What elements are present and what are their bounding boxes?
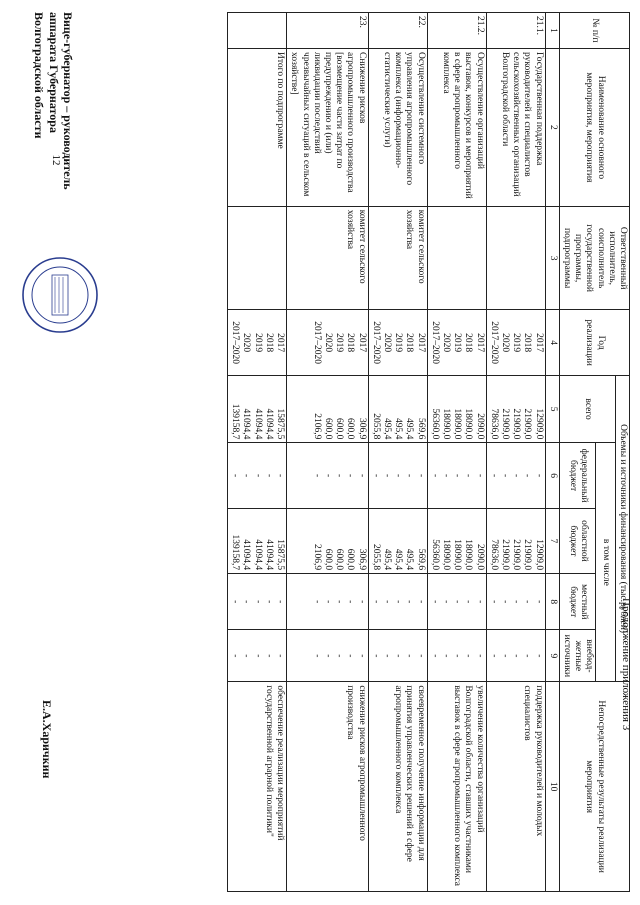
idx-4: 4 bbox=[545, 310, 559, 375]
row-federal: - - - - - bbox=[427, 443, 486, 508]
row-result: своевременное получение информации для принятия управленческих решений в сфере агропромышленного комплекса bbox=[368, 682, 427, 892]
row-local: - - - - - bbox=[486, 574, 545, 630]
row-extra: - - - - - bbox=[368, 630, 427, 682]
idx-2: 2 bbox=[545, 49, 559, 207]
table-row bbox=[287, 13, 368, 892]
idx-9: 9 bbox=[545, 630, 559, 682]
official-stamp bbox=[20, 255, 100, 335]
row-years: 2017 2018 2019 2020 2017–2020 bbox=[287, 310, 368, 375]
row-extra: - - - - - bbox=[427, 630, 486, 682]
row-num: 23. bbox=[287, 13, 368, 49]
row-total: 12909,0 21909,0 21909,0 21909,0 78636,0 bbox=[486, 375, 545, 443]
idx-7: 7 bbox=[545, 508, 559, 573]
row-years: 2017 2018 2019 2020 2017–2020 bbox=[368, 310, 427, 375]
signatory-name: Е.А.Харичкин bbox=[40, 700, 54, 779]
row-num: 21.1. bbox=[486, 13, 545, 49]
idx-5: 5 bbox=[545, 375, 559, 443]
idx-3: 3 bbox=[545, 206, 559, 310]
idx-6: 6 bbox=[545, 443, 559, 508]
row-years: 2017 2018 2019 2020 2017–2020 bbox=[228, 310, 287, 375]
table-row bbox=[368, 13, 427, 892]
row-extra: - - - - - bbox=[486, 630, 545, 682]
row-responsible bbox=[486, 206, 545, 310]
idx-8: 8 bbox=[545, 574, 559, 630]
row-federal: - - - - - bbox=[486, 443, 545, 508]
continuation-label: Продолжение приложения 3 bbox=[620, 598, 632, 731]
header-year: Год реализации bbox=[559, 310, 629, 375]
table-row bbox=[427, 13, 486, 892]
header-name: Наименование основного мероприятия, мероприятия bbox=[559, 49, 629, 207]
row-regional: 15875,5 41094,4 41094,4 41094,4 139158,7 bbox=[228, 508, 287, 573]
row-total: 569,6 495,4 495,4 495,4 2055,8 bbox=[368, 375, 427, 443]
idx-1: 1 bbox=[545, 13, 559, 49]
row-federal: - - - - - bbox=[368, 443, 427, 508]
row-result: увеличение количества организаций Волгоградской области, ставших участниками выставок в сфере агропромышленного комплекса bbox=[427, 682, 486, 892]
row-regional: 569,6 495,4 495,4 495,4 2055,8 bbox=[368, 508, 427, 573]
row-name: Снижение рисков агропромышленного производства [возмещение части затрат по предупреждению и (или) ликвидации последствий чрезвычайных ситуаций в сельском хозяйстве] bbox=[287, 49, 368, 207]
signature-line-1: Вице-губернатор – руководитель bbox=[61, 12, 75, 190]
row-num: 21.2. bbox=[427, 13, 486, 49]
stamp-center-box bbox=[52, 275, 68, 315]
row-total: 15875,5 41094,4 41094,4 41094,4 139158,7 bbox=[228, 375, 287, 443]
row-extra: - - - - - bbox=[228, 630, 287, 682]
row-result: обеспечение реализации мероприятий государственной аграрной политики" bbox=[228, 682, 287, 892]
row-regional: 2090,0 18090,0 18090,0 18090,0 56360,0 bbox=[427, 508, 486, 573]
funding-table bbox=[227, 12, 630, 892]
row-name: Осуществление системного управления агропромышленного комплекса (информационно-статистические услуги) bbox=[368, 49, 427, 207]
header-federal: федеральный бюджет bbox=[559, 443, 596, 508]
row-extra: - - - - - bbox=[287, 630, 368, 682]
row-years: 2017 2018 2019 2020 2017–2020 bbox=[486, 310, 545, 375]
row-responsible: комитет сельского хозяйства bbox=[287, 206, 368, 310]
row-responsible bbox=[228, 206, 287, 310]
row-local: - - - - - bbox=[228, 574, 287, 630]
row-regional: 306,9 600,0 600,0 600,0 2106,9 bbox=[287, 508, 368, 573]
row-result: поддержка руководителей и молодых специалистов bbox=[486, 682, 545, 892]
row-regional: 12909,0 21909,0 21909,0 21909,0 78636,0 bbox=[486, 508, 545, 573]
signature-line-3: Волгоградской области bbox=[32, 12, 47, 139]
row-years: 2017 2018 2019 2020 2017–2020 bbox=[427, 310, 486, 375]
header-total: всего bbox=[559, 375, 615, 443]
header-responsible: Ответственный исполнитель, соисполнитель государственной программы, подпрограммы bbox=[559, 206, 629, 310]
row-total: 306,9 600,0 600,0 600,0 2106,9 bbox=[287, 375, 368, 443]
header-num: № п/п bbox=[559, 13, 629, 49]
row-name: Итого по подпрограмме bbox=[228, 49, 287, 207]
signature-line-2: аппарата Губернатора bbox=[46, 12, 61, 133]
row-name: Осуществление организаций выставок, конкурсов и мероприятий в сфере агропромышленного комплекса bbox=[427, 49, 486, 207]
header-incl: в том числе bbox=[596, 443, 615, 682]
row-total: 2090,0 18090,0 18090,0 18090,0 56360,0 bbox=[427, 375, 486, 443]
row-result: снижение рисков агропромышленного производства bbox=[287, 682, 368, 892]
row-num: 22. bbox=[368, 13, 427, 49]
row-local: - - - - - bbox=[427, 574, 486, 630]
header-extra: внебюд-жетные источники bbox=[559, 630, 596, 682]
stamp-outer-ring bbox=[23, 258, 97, 332]
row-federal: - - - - - bbox=[228, 443, 287, 508]
header-funding: Объемы и источники финансирования (тыс.рублей) bbox=[615, 375, 629, 682]
row-local: - - - - - bbox=[368, 574, 427, 630]
idx-10: 10 bbox=[545, 682, 559, 892]
row-federal: - - - - - bbox=[287, 443, 368, 508]
row-local: - - - - - bbox=[287, 574, 368, 630]
header-result: Непосредственные результаты реализации мероприятия bbox=[559, 682, 629, 892]
table-row-total bbox=[228, 13, 287, 892]
header-regional: областной бюджет bbox=[559, 508, 596, 573]
row-name: Государственная поддержка руководителей и специалистов сельскохозяйственных организаций Волгоградской области bbox=[486, 49, 545, 207]
table-row bbox=[486, 13, 545, 892]
signature-block bbox=[32, 12, 75, 190]
page-number: 12 bbox=[50, 154, 62, 166]
header-local: местный бюджет bbox=[559, 574, 596, 630]
row-responsible bbox=[427, 206, 486, 310]
row-num bbox=[228, 13, 287, 49]
row-responsible: комитет сельского хозяйства bbox=[368, 206, 427, 310]
